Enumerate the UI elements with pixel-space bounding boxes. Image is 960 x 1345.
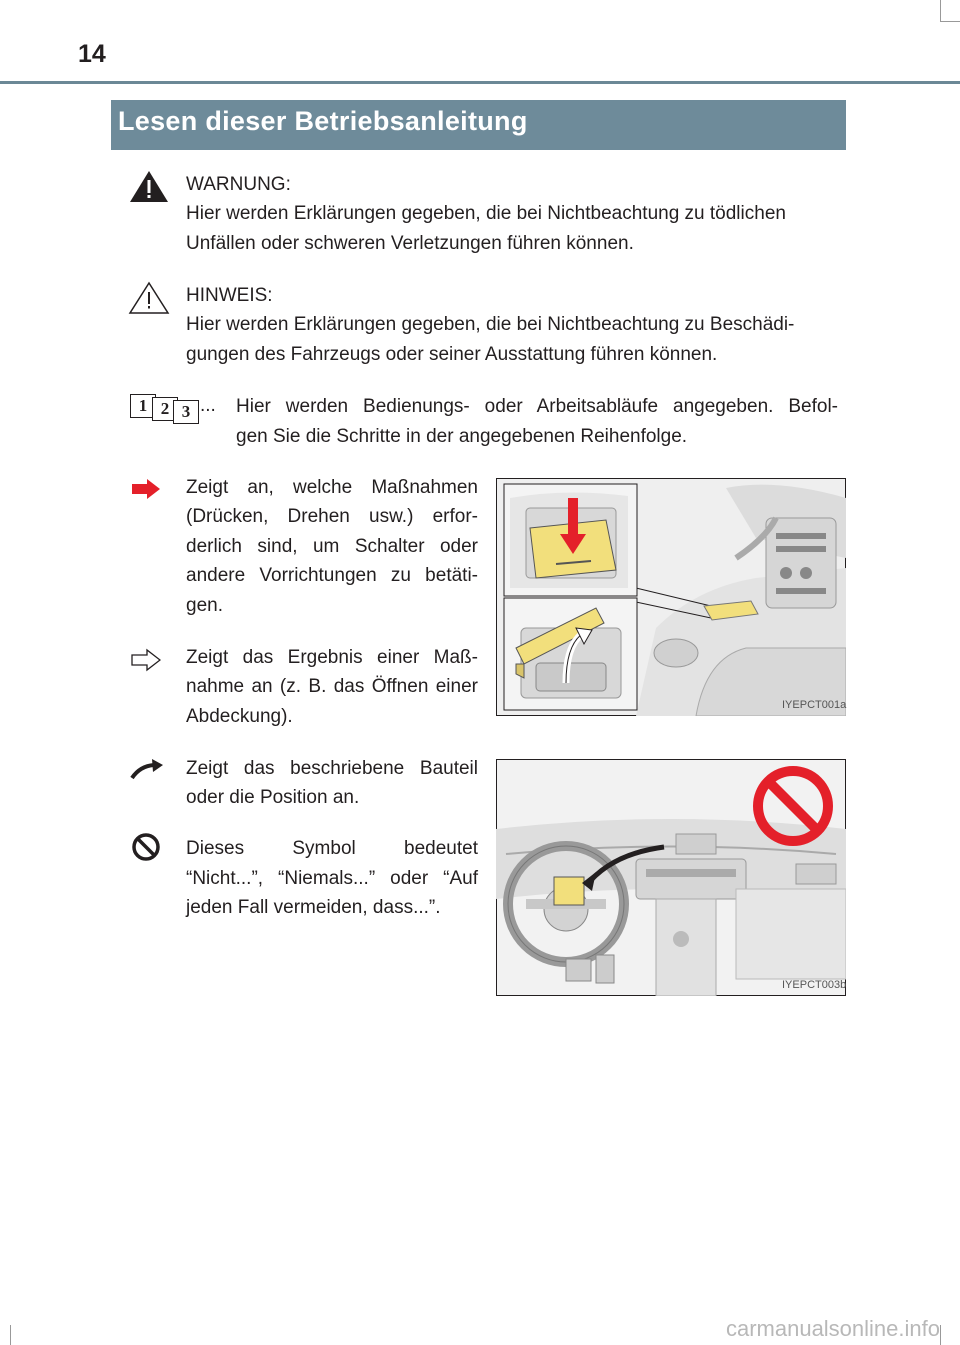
crop-mark <box>941 21 960 22</box>
warning-icon <box>128 168 170 204</box>
prohibition-text-line-3: jeden Fall vermeiden, dass...”. <box>186 897 441 918</box>
warning-text-line-2: Unfällen oder schweren Verletzungen führen können. <box>186 233 634 254</box>
prohibition-text-line-1: Dieses Symbol bedeutet <box>186 838 478 859</box>
notice-text-line-1: Hier werden Erklärungen gegeben, die bei Nichtbeachtung zu Beschädi- <box>186 314 795 335</box>
result-arrow-icon <box>131 648 161 672</box>
figure-center-console <box>496 478 846 716</box>
steps-text-line-1: Hier werden Bedienungs- oder Arbeitsabläufe angegeben. Befol- <box>236 396 838 417</box>
crop-mark <box>10 1325 11 1345</box>
step-box-3: 3 <box>173 400 199 424</box>
warning-heading: WARNUNG: <box>186 174 291 195</box>
prohibition-text-line-2: “Nicht...”, “Niemals...” oder “Auf <box>186 868 478 889</box>
steps-ellipsis: ... <box>200 395 216 416</box>
crop-mark <box>940 1325 941 1345</box>
step-numbers-icon <box>128 392 200 424</box>
notice-text-line-2: gungen des Fahrzeugs oder seiner Ausstattung führen können. <box>186 344 718 365</box>
step-box-2: 2 <box>152 397 178 421</box>
action-text-line-3: derlich sind, um Schalter oder <box>186 536 478 557</box>
crop-mark <box>940 0 941 22</box>
steps-text-line-2: gen Sie die Schritte in der angegebenen Reihenfolge. <box>236 426 688 447</box>
position-arrow-icon <box>130 758 164 780</box>
footer-watermark: carmanualsonline.info <box>725 1316 940 1341</box>
result-text-line-1: Zeigt das Ergebnis einer Maß- <box>186 647 478 668</box>
header-rule <box>0 81 960 84</box>
action-text-line-1: Zeigt an, welche Maßnahmen <box>186 477 478 498</box>
result-text-line-2: nahme an (z. B. das Öffnen einer <box>186 676 478 697</box>
position-text-line-2: oder die Position an. <box>186 787 360 808</box>
action-text-line-4: andere Vorrichtungen zu betäti- <box>186 565 478 586</box>
position-text-line-1: Zeigt das beschriebene Bauteil <box>186 758 478 779</box>
figure2-caption: IYEPCT003b <box>782 979 847 991</box>
result-text-line-3: Abdeckung). <box>186 706 293 727</box>
warning-text-line-1: Hier werden Erklärungen gegeben, die bei Nichtbeachtung zu tödlichen <box>186 203 786 224</box>
caution-icon <box>128 280 170 316</box>
figure-dashboard <box>496 759 846 996</box>
action-arrow-icon <box>131 478 161 500</box>
section-title: Lesen dieser Betriebsanleitung <box>118 106 528 136</box>
figure1-caption: IYEPCT001a <box>782 699 847 711</box>
step-box-1: 1 <box>130 394 156 418</box>
notice-heading: HINWEIS: <box>186 285 273 306</box>
action-text-line-2: (Drücken, Drehen usw.) erfor- <box>186 506 478 527</box>
page-number: 14 <box>78 40 106 68</box>
action-text-line-5: gen. <box>186 595 223 616</box>
prohibition-icon <box>131 832 161 862</box>
